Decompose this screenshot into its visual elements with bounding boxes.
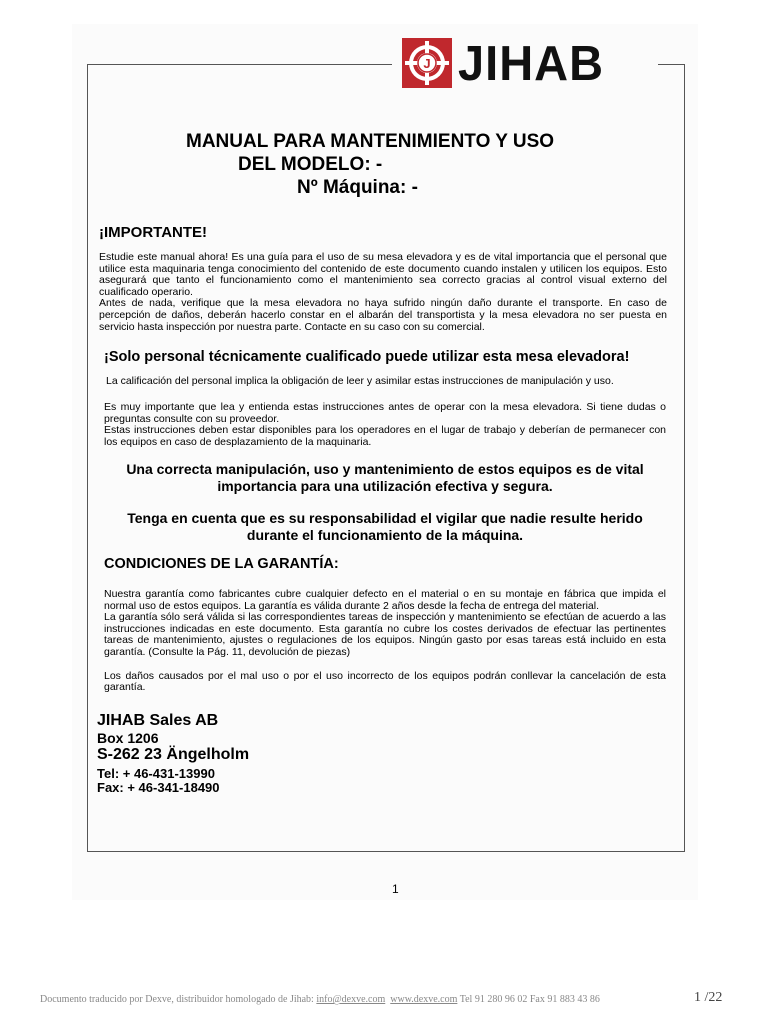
contact-city: S-262 23 Ängelholm xyxy=(97,746,250,763)
emphasis-statement-2: Tenga en cuenta que es su responsabilidad el vigilar que nadie resulte herido durante el funcionamiento de la máquina. xyxy=(127,510,643,543)
qualified-paragraph-2: Es muy importante que lea y entienda estas instrucciones antes de operar con la mesa elevadora. Si tiene dudas o preguntas consulte con su proveedor. xyxy=(104,401,666,425)
qualified-body xyxy=(104,402,666,448)
page-number: 1 xyxy=(392,882,399,896)
document-title-line2: DEL MODELO: - xyxy=(238,154,383,175)
document-title-line1: MANUAL PARA MANTENIMIENTO Y USO xyxy=(186,131,555,152)
jihab-logo-mark-icon xyxy=(402,38,452,88)
jihab-logo xyxy=(402,34,605,91)
footer-phones: Tel 91 280 96 02 Fax 91 883 43 86 xyxy=(457,994,600,1005)
contact-box: Box 1206 xyxy=(97,730,159,746)
logo-mark-letter: J xyxy=(423,56,431,71)
footer-text: Documento traducido por Dexve, distribuidor homologado de Jihab: xyxy=(40,994,317,1005)
important-body xyxy=(99,252,667,333)
footer-note xyxy=(40,994,600,1005)
footer-website-link[interactable]: www.dexve.com xyxy=(390,994,458,1005)
qualified-paragraph-3: Estas instrucciones deben estar disponibles para los operadores en el lugar de trabajo y deberían de permanecer con los equipos en caso de desplazamiento de la maquinaria. xyxy=(104,424,666,448)
qualified-note: La calificación del personal implica la obligación de leer y asimilar estas instrucciones de manipulación y uso. xyxy=(106,375,614,387)
warranty-paragraph-2: La garantía sólo será válida si las correspondientes tareas de inspección y mantenimiento se efectúan de acuerdo a las instrucciones indicadas en este documento. Esta garantía no cubre los costes derivados de efectuar las pertinentes tareas de mantenimiento, ajustes o regulaciones de los equipos. Ningún gasto por esas tareas está incluido en esta garantía. (Consulte la Pág. 11, devolución de piezas) xyxy=(104,611,666,658)
warranty-paragraph-3: Los daños causados por el mal uso o por el uso incorrecto de los equipos podrán conllevar la cancelación de esta garantía. xyxy=(104,669,666,694)
qualified-heading: ¡Solo personal técnicamente cualificado puede utilizar esta mesa elevadora! xyxy=(104,349,630,365)
emphasis-statement-1: Una correcta manipulación, uso y mantenimiento de estos equipos es de vital importancia para una utilización efectiva y segura. xyxy=(126,461,644,494)
warranty-heading: CONDICIONES DE LA GARANTÍA: xyxy=(104,556,339,572)
warranty-body xyxy=(104,589,666,694)
contact-tel: Tel: + 46-431-13990 xyxy=(97,766,215,781)
important-paragraph-2: Antes de nada, verifique que la mesa elevadora no haya sufrido ningún daño durante el transporte. En caso de percepción de daños, deberán hacerlo constar en el albarán del transportista y la mesa elevadora no ser puesta en servicio hasta inspección por nuestra parte. Contacte en su caso con su comercial. xyxy=(99,297,667,333)
footer-email-link[interactable]: info@dexve.com xyxy=(316,994,386,1005)
contact-company: JIHAB Sales AB xyxy=(97,712,219,729)
logo-text: JIHAB xyxy=(458,34,605,91)
warranty-paragraph-1: Nuestra garantía como fabricantes cubre cualquier defecto en el material o en su montaje en fábrica que impida el normal uso de estos equipos. La garantía es válida durante 2 años desde la fecha de entrega del material. xyxy=(104,588,666,612)
important-heading: ¡IMPORTANTE! xyxy=(99,224,208,241)
document-title-line3: Nº Máquina: - xyxy=(297,177,418,198)
contact-fax: Fax: + 46-341-18490 xyxy=(97,780,220,795)
footer-page-indicator: 1 /22 xyxy=(694,990,723,1005)
important-paragraph-1: Estudie este manual ahora! Es una guía para el uso de su mesa elevadora y es de vital importancia que el personal que utilice esta maquinaria tenga conocimiento del contenido de este documento cuando instalen y utilicen los equipos. Esto asegurará que tanto el funcionamiento como el mantenimiento sea correcto gracias al control visual externo del cualificado operario. xyxy=(99,251,667,298)
